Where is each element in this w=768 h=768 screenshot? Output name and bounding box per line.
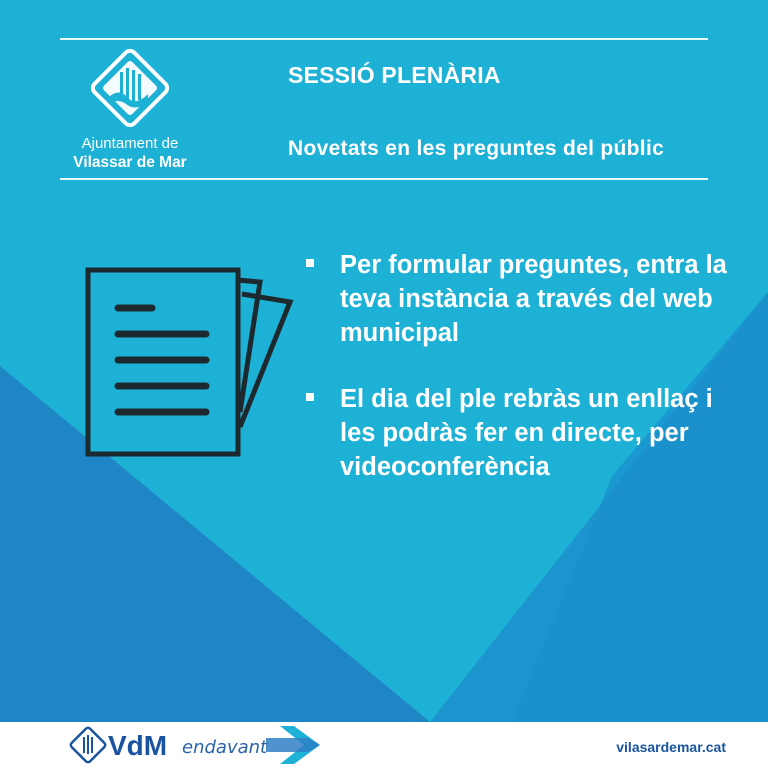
arrow-chevron-icon: [266, 726, 320, 764]
bullet-square-icon: [306, 393, 314, 401]
list-item-text: Per formular preguntes, entra la teva instància a través del web municipal: [340, 251, 727, 347]
info-list: [300, 248, 740, 516]
footer: [0, 722, 768, 768]
footer-tagline: endavant: [182, 737, 268, 758]
municipal-logo: [70, 44, 190, 180]
list-item: [300, 248, 740, 350]
bullet-square-icon: [306, 259, 314, 267]
list-item-text: El dia del ple rebràs un enllaç i les podràs fer en directe, per videoconferència: [340, 385, 713, 481]
logo-line-1: Ajuntament de: [81, 135, 179, 152]
municipal-shield-icon: [80, 44, 180, 132]
page-subtitle: Novetats en les preguntes del públic: [288, 137, 665, 160]
website-link[interactable]: vilasardemar.cat: [616, 739, 726, 755]
vdm-brand-text: VdM: [108, 730, 168, 761]
vdm-shield-icon: [70, 727, 107, 764]
documents-icon: [80, 262, 295, 462]
top-divider: [60, 38, 708, 40]
list-item: [300, 382, 740, 484]
page-title: SESSIÓ PLENÀRIA: [288, 62, 501, 88]
logo-line-2: Vilassar de Mar: [73, 154, 187, 171]
